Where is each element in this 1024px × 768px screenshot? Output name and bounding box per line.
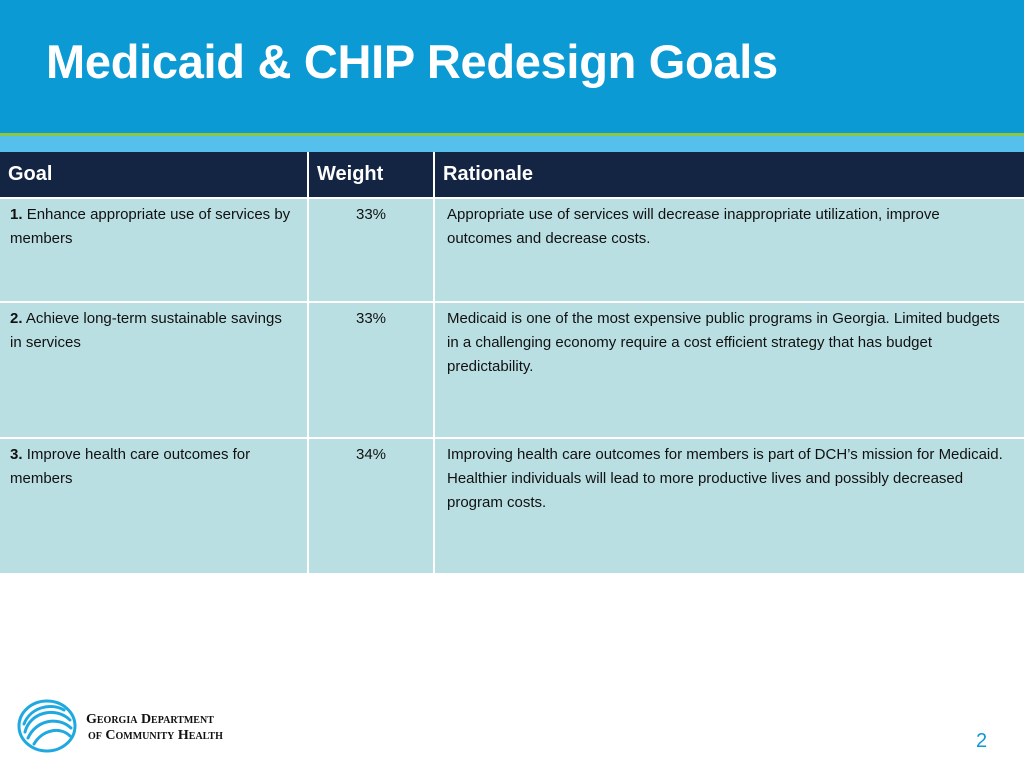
weight-cell: 34%: [308, 438, 434, 574]
org-name-line1: Georgia Department: [86, 712, 214, 727]
weight-cell: 33%: [308, 198, 434, 302]
goal-text: Achieve long-term sustainable savings in services: [10, 310, 282, 351]
organization-name: [86, 712, 223, 744]
goal-text: Improve health care outcomes for members: [10, 446, 251, 487]
goal-cell: [0, 438, 308, 574]
table-row: [0, 302, 1024, 438]
header-goal: Goal: [0, 152, 308, 198]
page-number: 2: [976, 730, 988, 752]
goal-cell: [0, 198, 308, 302]
org-name-line2: of Community Health: [88, 728, 223, 743]
goal-number: 2.: [10, 310, 23, 327]
title-bar: [0, 0, 1024, 133]
rationale-cell: Appropriate use of services will decrease inappropriate utilization, improve outcomes and decrease costs.: [434, 198, 1024, 302]
accent-stripe-blue: [0, 136, 1024, 152]
slide-title: Medicaid & CHIP Redesign Goals: [46, 35, 778, 88]
table-row: [0, 438, 1024, 574]
table-row: [0, 198, 1024, 302]
goal-text: Enhance appropriate use of services by members: [10, 206, 291, 247]
goals-table: [0, 152, 1024, 575]
weight-cell: 33%: [308, 302, 434, 438]
circular-swirl-logo-icon: [16, 698, 78, 754]
goal-number: 3.: [10, 446, 23, 463]
header-weight: Weight: [308, 152, 434, 198]
table-header-row: [0, 152, 1024, 198]
goal-cell: [0, 302, 308, 438]
rationale-cell: Improving health care outcomes for members is part of DCH’s mission for Medicaid. Healthier individuals will lead to more productive lives and possibly decreased program costs.: [434, 438, 1024, 574]
goal-number: 1.: [10, 206, 23, 223]
rationale-cell: Medicaid is one of the most expensive public programs in Georgia. Limited budgets in a challenging economy require a cost efficient strategy that has budget predictability.: [434, 302, 1024, 438]
header-rationale: Rationale: [434, 152, 1024, 198]
